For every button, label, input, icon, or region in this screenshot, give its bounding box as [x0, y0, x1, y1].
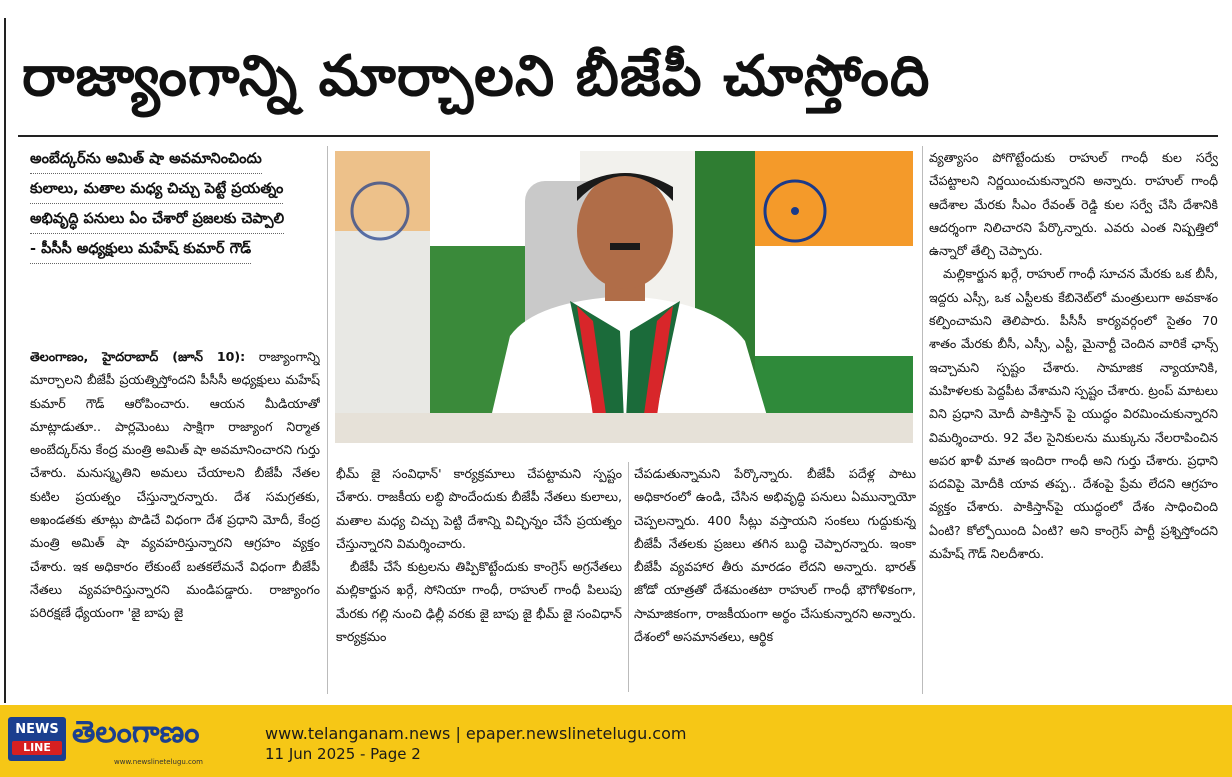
- brand-tagline: www.newslinetelugu.com: [114, 758, 203, 766]
- column-separator: [628, 462, 629, 692]
- subhead-4: - పీసీసీ అధ్యక్షులు మహేష్ కుమార్ గౌడ్: [30, 236, 251, 264]
- subhead-3: అభివృద్ధి పనులు ఏం చేశారో ప్రజలకు చెప్పాలి: [30, 206, 284, 234]
- article-column-3: [634, 462, 916, 692]
- headline-rule: [18, 135, 1218, 137]
- article-column-1: [30, 345, 320, 690]
- article-column-4: [929, 146, 1218, 691]
- left-rule: [4, 18, 6, 703]
- col2-paragraph-1: భీమ్ జై సంవిధాన్' కార్యక్రమాలు చేపట్టామని స్పష్టం చేశారు. రాజకీయ లబ్ధి పొందేందుకు బీజేపీ నేతలు కులాలు, మతాల మధ్య చిచ్చు పెట్టి దేశాన్ని విచ్ఛిన్నం చేసే ప్రయత్నం చేస్తున్నారని విమర్శించారు.: [336, 466, 622, 551]
- brand-name: తెలంగాణం: [72, 715, 200, 750]
- subheads: [30, 146, 320, 266]
- col4-paragraph-2: మల్లికార్జున ఖర్గే, రాహుల్ గాంధీ సూచన మేరకు ఒక బీసీ, ఇద్దరు ఎస్సీ, ఒక ఎస్టీలకు కేబినెట్‌లో మంత్రులుగా అవకాశం కల్పించామని తెలిపారు. పీసీసీ కార్యవర్గంలో సైతం 70 శాతం మేరకు బీసీ, ఎస్సీ, ఎస్టీ, మైనార్టీ చెందిన వారికే ఛాన్స్ ఇచ్చామని స్పష్టం చేశారు. సామాజిక న్యాయానికి, మహిళలకు పెద్దపీట వేశామని స్పష్టం చేశారు. ట్రంప్ మాటలు విని ప్రధాని మోదీ పాకిస్తాన్ పై యుద్ధం విరమించుకున్నారని విమర్శించారు. 92 వేల సైనికులను ముక్కును నేలరాపించిన అపర ఖాళీ మాత ఇందిరా గాంధీ అని గుర్తు చేశారు. ప్రధాని పదవిపై మోదీకి యావ తప్ప.. దేశంపై ప్రేమ లేదని ఆగ్రహం వ్యక్తం చేశారు. పాకిస్తాన్‌పై యుద్ధంలో దేశం సాధించింది ఏంటి? కోల్పోయింది ఏంటి? అని కాంగ్రెస్ పార్టీ ప్రశ్నిస్తోందని మహేష్ గౌడ్ నిలదీశారు.: [929, 266, 1218, 562]
- column-separator: [922, 146, 923, 694]
- col1-text: రాజ్యాంగాన్ని మార్చాలని బీజేపీ ప్రయత్నిస్తోందని పీసీసీ అధ్యక్షులు మహేష్ కుమార్ గౌడ్ ఆరోపించారు. ఆయన మీడియాతో మాట్లాడుతూ.. పార్లమెంటు సాక్షిగా రాజ్యాంగ నిర్మాత అంబేద్కర్‌ను కేంద్ర మంత్రి అమిత్ షా అవమానించారని గుర్తు చేశారు. మనుస్మృతిని అమలు చేయాలని బీజేపీ నేతల కుటిల ప్రయత్నం చేస్తున్నారన్నారు. దేశ సమగ్రతకు, అఖండతకు తూట్లు పొడిచే విధంగా దేశ ప్రధాని మోదీ, కేంద్ర మంత్రి అమిత్ షా వ్యవహరిస్తున్నారని ఆగ్రహం వ్యక్తం చేశారు. ఇక అధికారం లేకుంటే బతకలేమనే విధంగా బీజేపీ నేతలు వ్యవహరిస్తున్నారని మండిపడ్డారు. రాజ్యాంగం పరిరక్షణే ధ్యేయంగా 'జై బాపు జై: [30, 349, 320, 621]
- logo-top-text: NEWS: [15, 722, 59, 737]
- article-column-2: [336, 462, 622, 692]
- col2-paragraph-2: బీజేపీ చేసే కుట్రలను తిప్పికొట్టేందుకు కాంగ్రెస్ అగ్రనేతలు మల్లికార్జున ఖర్గే, సోనియా గాంధీ, రాహుల్ గాంధీ పిలుపు మేరకు గల్లి నుంచి ఢిల్లీ వరకు జై బాపు జై భీమ్ జై సంవిధాన్ కార్యక్రమం: [336, 559, 622, 645]
- col3-text: చేపడుతున్నామని పేర్కొన్నారు. బీజేపీ పదేళ్ల పాటు అధికారంలో ఉండి, చేసిన అభివృద్ధి పనులు ఏమున్నాయో చెప్పలన్నారు. 400 సీట్లు వస్తాయని సంకలు గుద్దుకున్న బీజేపీ నేతలకు ప్రజలు తగిన బుద్ధి చెప్పారన్నారు. ఇంకా బీజేపీ వ్యవహార తీరు మారడం లేదని అన్నారు. భారత్ జోడో యాత్రతో దేశమంతటా రాహుల్ గాంధీ భౌగోళికంగా, సామాజికంగా, రాజకీయంగా అర్థం చేసుకున్నారని అన్నారు. దేశంలో అసమానతలు, ఆర్థిక: [634, 466, 916, 645]
- column-separator: [327, 146, 328, 694]
- newsline-logo: [8, 717, 66, 761]
- subhead-2: కులాలు, మతాల మధ్య చిచ్చు పెట్టే ప్రయత్నం: [30, 176, 283, 204]
- headline: రాజ్యాంగాన్ని మార్చాలని బీజేపీ చూస్తోంది: [22, 44, 931, 109]
- subhead-1: అంబేద్కర్‌ను అమిత్ షా అవమానించిందు: [30, 146, 262, 174]
- footer-urls: www.telanganam.news | epaper.newslinetelugu.com: [265, 724, 687, 743]
- footer-bar: [0, 705, 1232, 777]
- photo-illustration: [335, 151, 913, 443]
- col4-paragraph-1: వ్యత్యాసం పోగొట్టేందుకు రాహుల్ గాంధీ కుల సర్వే చేపట్టాలని నిర్ణయించుకున్నారని అన్నారు. రాహుల్ గాంధీ ఆదేశాల మేరకు సీఎం రేవంత్ రెడ్డి కుల సర్వే చేసి దేశానికి ఆదర్శంగా నిలిచారని పేర్కొన్నారు. ఎవరు ఎంత నిష్పత్తిలో ఉన్నారో తేల్చి చెప్పారు.: [929, 150, 1218, 259]
- footer-date: 11 Jun 2025 - Page 2: [265, 745, 421, 763]
- dateline: తెలంగాణం, హైదరాబాద్ (జూన్ 10):: [30, 349, 246, 364]
- news-photo: [335, 151, 913, 443]
- logo-bottom-text: LINE: [12, 741, 62, 755]
